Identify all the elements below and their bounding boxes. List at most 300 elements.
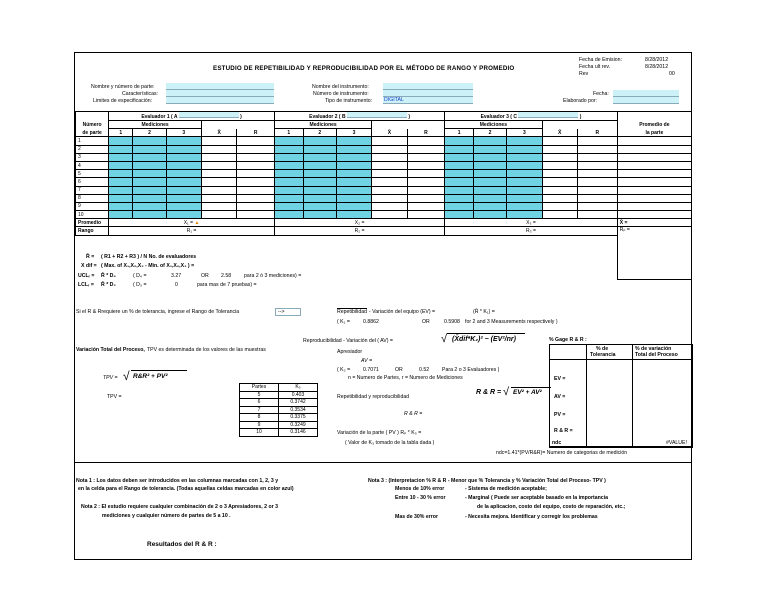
col-1-header: 1 <box>445 129 474 137</box>
r-cell <box>577 170 617 178</box>
xbar-cell <box>542 137 577 145</box>
rr-formula-label: R & R = <box>476 389 502 396</box>
measurement-input[interactable] <box>166 186 201 194</box>
measurement-input[interactable] <box>507 202 542 210</box>
nota2-line1: Nota 2 : El estudio requiere cualquier combinación de 2 o 3 Apresiadores, 2 or 3 <box>81 504 278 510</box>
measurement-input[interactable] <box>274 170 303 178</box>
r-cell <box>407 153 445 161</box>
r-cell <box>407 186 445 194</box>
rr-label: Repetibilidad y reproducibilidad <box>337 394 410 400</box>
tpv-sqrt-icon: √ <box>123 369 130 383</box>
nombre-instrumento-label: Nombre del instrumento: <box>312 84 369 90</box>
nota3-r1b: - Sistema de medición aceptable; <box>465 486 547 492</box>
part-number: 4 <box>76 161 109 169</box>
part-number: 2 <box>76 145 109 153</box>
col-3-header: 3 <box>507 129 542 137</box>
measurement-input[interactable] <box>336 186 371 194</box>
tv-title: Variación Total del Proceso, <box>76 347 145 353</box>
part-average-cell <box>617 202 691 210</box>
fecha-label: Fecha: <box>593 91 609 97</box>
nota3-r2c: de la aplicacion, costo del equipo, costo de reparación, etc.; <box>477 504 626 510</box>
measurement-input[interactable] <box>445 161 474 169</box>
measurement-input[interactable] <box>445 211 474 219</box>
fecha-field[interactable] <box>613 90 679 97</box>
gage-col1-header-b: Tolerancia <box>590 352 616 358</box>
k2-alt: 0.52 <box>419 367 430 373</box>
k3-row <box>240 429 318 437</box>
part-average-cell <box>617 145 691 153</box>
measurement-input[interactable] <box>166 170 201 178</box>
k3-row <box>240 421 318 429</box>
caracteristicas-field[interactable] <box>166 90 274 97</box>
measurement-input[interactable] <box>445 153 474 161</box>
lcl-d3: ( D₃ = <box>133 282 147 288</box>
measurement-input[interactable] <box>109 194 133 202</box>
tolerance-arrow: --> <box>278 309 285 315</box>
ev-formula: (R̄ * K₁) = <box>473 309 495 315</box>
nota1-line1: Nota 1 : Los datos deben ser introducidos en las columnas marcadas con 1, 2, 3 y <box>76 478 279 484</box>
lcl-text: R̄ * D₃ <box>101 282 116 288</box>
measurement-input[interactable] <box>473 137 506 145</box>
xbar-cell <box>542 161 577 169</box>
k3-value: 0.3146 <box>279 429 318 437</box>
part-number: 9 <box>76 202 109 210</box>
measurement-input[interactable] <box>109 178 133 186</box>
ucl-d4-value: 3.27 <box>171 273 182 279</box>
table-row <box>76 170 692 178</box>
k3-row <box>240 406 318 414</box>
col-3-header: 3 <box>166 129 201 137</box>
r-header: R <box>577 129 617 137</box>
measurement-input[interactable] <box>166 194 201 202</box>
measurement-input[interactable] <box>445 186 474 194</box>
k3-partes: 10 <box>240 429 279 437</box>
xbar-cell <box>372 170 407 178</box>
ucl-alt: 2.58 <box>221 273 232 279</box>
measurement-input[interactable] <box>473 194 506 202</box>
measurement-input[interactable] <box>274 153 303 161</box>
measurement-input[interactable] <box>336 137 371 145</box>
xbar-cell <box>542 145 577 153</box>
measurement-input[interactable] <box>274 137 303 145</box>
measurement-input[interactable] <box>507 161 542 169</box>
xdiff-label: X dif = <box>81 263 97 269</box>
measurement-input[interactable] <box>133 186 166 194</box>
xbar-cell <box>372 202 407 210</box>
measurement-input[interactable] <box>336 170 371 178</box>
xbar-cell <box>202 170 237 178</box>
part-number: 10 <box>76 211 109 219</box>
xbar-cell <box>202 194 237 202</box>
part-average-cell <box>617 153 691 161</box>
evaluador1-label: Evaluador 1 ( A <box>141 114 178 120</box>
r-cell <box>237 153 275 161</box>
k3-value: 0.3375 <box>279 414 318 422</box>
measurement-input[interactable] <box>274 161 303 169</box>
rbar-text: ( R1 + R2 + R3 ) / N No. de evaluadores <box>101 254 197 260</box>
measurement-input[interactable] <box>445 137 474 145</box>
limites-field[interactable] <box>166 97 274 104</box>
col-1-header: 1 <box>274 129 303 137</box>
measurement-input[interactable] <box>133 178 166 186</box>
measurement-input[interactable] <box>336 161 371 169</box>
gage-row-av: AV = <box>554 394 566 400</box>
r-cell <box>577 137 617 145</box>
measurement-input[interactable] <box>166 202 201 210</box>
measurement-input[interactable] <box>303 137 336 145</box>
measurement-input[interactable] <box>133 202 166 210</box>
r-cell <box>237 178 275 186</box>
measurement-input[interactable] <box>303 211 336 219</box>
nota3-r1a: Menos de 10% error <box>395 486 445 492</box>
r-cell <box>577 161 617 169</box>
part-number: 3 <box>76 153 109 161</box>
k3-row <box>240 399 318 407</box>
fecha-emision-value: 8/28/2012 <box>645 57 669 63</box>
numero-header: Número <box>76 121 109 129</box>
measurement-input[interactable] <box>166 178 201 186</box>
ev-k1: ( K₁ = <box>337 319 350 325</box>
numero-instrumento-label: Número de instrumento: <box>313 91 369 97</box>
r-cell <box>577 145 617 153</box>
measurement-input[interactable] <box>274 202 303 210</box>
nombre-parte-field[interactable] <box>166 83 274 90</box>
r-cell <box>237 145 275 153</box>
measurement-input[interactable] <box>303 178 336 186</box>
ev-title: Repetibilidad <box>337 309 367 315</box>
warning-icon: ▲ <box>194 219 200 226</box>
measurement-input[interactable] <box>473 186 506 194</box>
gage-table <box>549 344 693 448</box>
xbar-cell <box>542 202 577 210</box>
xdiff-text: ( Max. of X₁,X₂,X₃ - Min. of X₁,X₂,X₃ ) = <box>101 263 195 269</box>
measurement-input[interactable] <box>303 145 336 153</box>
r-cell <box>407 194 445 202</box>
measurement-input[interactable] <box>473 170 506 178</box>
k3-value: 0.3742 <box>279 399 318 407</box>
measurement-input[interactable] <box>445 145 474 153</box>
r-cell <box>237 137 275 145</box>
measurement-input[interactable] <box>336 145 371 153</box>
measurement-input[interactable] <box>303 170 336 178</box>
k3-value: 0.3534 <box>279 406 318 414</box>
pv-label: Variación de la parte ( PV ) Rₚ * K₃ = <box>337 430 422 436</box>
measurement-input[interactable] <box>274 211 303 219</box>
k2-value: 0.7071 <box>363 367 379 373</box>
measurement-input[interactable] <box>507 211 542 219</box>
table-header-row <box>76 129 692 137</box>
k3-row <box>240 414 318 422</box>
table-row <box>76 194 692 202</box>
r-cell <box>237 202 275 210</box>
rev-label: Rev <box>579 71 589 77</box>
measurement-input[interactable] <box>303 153 336 161</box>
rango-row <box>76 227 692 235</box>
measurement-input[interactable] <box>133 145 166 153</box>
elaborado-field[interactable] <box>613 97 679 104</box>
gage-divider <box>549 446 691 447</box>
xbar-cell <box>542 186 577 194</box>
n-note: n = Numero de Partes, r = Numero de Mediciones <box>348 375 463 381</box>
xbar-cell <box>202 211 237 219</box>
limites-label: Limites de especificación: <box>93 98 153 104</box>
part-average-cell <box>617 211 691 219</box>
measurement-input[interactable] <box>445 178 474 186</box>
part-number: 8 <box>76 194 109 202</box>
measurement-input[interactable] <box>274 178 303 186</box>
lcl-d3-value: 0 <box>175 282 178 288</box>
rr-eq: R & R = <box>404 411 423 417</box>
col-2-header: 2 <box>303 129 336 137</box>
measurement-input[interactable] <box>473 211 506 219</box>
gage-col1-header: % de <box>596 346 609 352</box>
measurement-input[interactable] <box>473 161 506 169</box>
header-blank-right <box>617 112 691 121</box>
measurement-input[interactable] <box>274 145 303 153</box>
x1-cell <box>109 219 275 227</box>
measurement-input[interactable] <box>109 161 133 169</box>
measurement-input[interactable] <box>133 161 166 169</box>
k3-header-k3: K₃ <box>279 384 318 392</box>
de-parte-header: de parte <box>76 129 109 137</box>
la-parte-header: la parte <box>617 129 691 137</box>
measurement-input[interactable] <box>109 186 133 194</box>
measurement-input[interactable] <box>336 202 371 210</box>
measurement-input[interactable] <box>507 137 542 145</box>
k2-note: Para 2 o 3 Evaluadores ) <box>442 367 500 373</box>
gage-col2-header-b: Total del Proceso <box>635 352 678 358</box>
measurement-input[interactable] <box>303 194 336 202</box>
ev-alt: 0.5908 <box>444 319 460 325</box>
measurement-input[interactable] <box>133 170 166 178</box>
rbar-label: R̄ = <box>86 254 95 260</box>
fecha-ult-rev-label: Fecha ult rev. <box>579 64 611 70</box>
r-cell <box>407 202 445 210</box>
table-header-row <box>76 121 692 129</box>
k2-or: OR <box>395 367 403 373</box>
promedio-label: Promedio <box>76 219 109 227</box>
measurement-input[interactable] <box>166 145 201 153</box>
measurement-input[interactable] <box>473 153 506 161</box>
measurement-input[interactable] <box>133 211 166 219</box>
nota1-line2: en la celda para el Rango de tolerancia. (Todas aquellas celdas marcadas en color azul) <box>78 486 294 492</box>
measurement-input[interactable] <box>473 178 506 186</box>
tolerance-range-field[interactable] <box>275 308 301 316</box>
part-number: 1 <box>76 137 109 145</box>
xbar-cell <box>542 194 577 202</box>
part-number: 5 <box>76 170 109 178</box>
measurement-input[interactable] <box>133 137 166 145</box>
r-cell <box>577 186 617 194</box>
nota3-r2a: Entre 10 - 30 % error <box>395 495 446 501</box>
r-cell <box>237 161 275 169</box>
gage-row-ev: EV = <box>554 376 566 382</box>
part-average-cell <box>617 137 691 145</box>
tipo-instrumento-value: DIGITAL <box>384 97 404 103</box>
measurement-input[interactable] <box>507 194 542 202</box>
page-title: ESTUDIO DE REPETIBILIDAD Y REPRODUCIBILIDAD POR EL MÉTODO DE RANGO Y PROMEDIO <box>213 65 515 72</box>
table-header-row <box>76 112 692 121</box>
k3-partes: 8 <box>240 414 279 422</box>
xbar-cell <box>202 145 237 153</box>
measurement-input[interactable] <box>507 178 542 186</box>
xbar-cell <box>372 153 407 161</box>
mediciones-header: Mediciones <box>274 121 371 129</box>
evaluador3-label: Evaluador 3 ( C <box>480 114 517 120</box>
measurement-input[interactable] <box>303 202 336 210</box>
ndc-value-error: #VALUE! <box>666 440 687 446</box>
measurement-input[interactable] <box>166 137 201 145</box>
nombre-parte-label: Nombre y número de parte: <box>91 84 155 90</box>
xbar-header: X̄ <box>542 129 577 137</box>
tpv-formula-label: TPV = <box>103 375 118 381</box>
k2: ( K₂ = <box>337 367 351 373</box>
xbar-cell <box>202 153 237 161</box>
form-page <box>74 52 692 560</box>
measurement-input[interactable] <box>109 153 133 161</box>
measurement-input[interactable] <box>274 194 303 202</box>
evaluador2-label: Evaluador 2 ( B <box>309 114 346 120</box>
measurement-input[interactable] <box>109 137 133 145</box>
measurement-input[interactable] <box>274 186 303 194</box>
measurement-input[interactable] <box>109 170 133 178</box>
measurement-input[interactable] <box>303 161 336 169</box>
measurement-input[interactable] <box>507 170 542 178</box>
evaluador2-header <box>274 112 444 121</box>
x2-cell: X₂ = <box>274 219 444 227</box>
r-cell <box>577 211 617 219</box>
xbar-cell <box>372 186 407 194</box>
measurement-input[interactable] <box>303 186 336 194</box>
nota3-r2b: - Marginal ( Puede ser aceptable basado en la importancia <box>465 495 608 501</box>
xx-cell: X̄ = <box>617 219 691 227</box>
rev-value: 00 <box>669 71 675 77</box>
measurement-input[interactable] <box>336 211 371 219</box>
ucl-label: UCLᵣ = <box>78 273 95 279</box>
ev-k1-value: 0.8862 <box>363 319 379 325</box>
xbar-cell <box>542 170 577 178</box>
nota3-title: Nota 3 : (Interpretacion % R & R - Menor que % Tolerancia y % Variación Total del Proceso- TPV ) <box>368 478 606 484</box>
table-row <box>76 211 692 219</box>
gage-title: % Gage R & R : <box>549 337 587 343</box>
header-blank <box>372 121 445 129</box>
k3-partes: 7 <box>240 406 279 414</box>
measurement-input[interactable] <box>507 145 542 153</box>
mediciones-header: Mediciones <box>109 121 202 129</box>
pv-note: ( Valor de K₃ tomado de la tabla dada ) <box>345 440 435 446</box>
evaluador1-header <box>109 112 275 121</box>
k3-partes: 6 <box>240 399 279 407</box>
mediciones-header: Mediciones <box>445 121 542 129</box>
measurement-input[interactable] <box>166 153 201 161</box>
measurement-input[interactable] <box>507 186 542 194</box>
r2-cell: R₂ = <box>274 227 444 235</box>
measurement-input[interactable] <box>336 153 371 161</box>
table-row <box>76 186 692 194</box>
header-blank <box>202 121 275 129</box>
rp-area <box>617 235 691 280</box>
gage-col2-header: % de variación <box>635 346 672 352</box>
measurement-input[interactable] <box>109 145 133 153</box>
nota2-line2: mediciones y cualquier número de partes de 5 a 10 . <box>102 513 231 519</box>
measurement-input[interactable] <box>336 178 371 186</box>
notes-divider <box>75 462 692 463</box>
rango-label: Rango <box>76 227 109 235</box>
measurement-input[interactable] <box>445 170 474 178</box>
nombre-instrumento-field[interactable] <box>383 83 473 90</box>
av-formula-body: (X̄dif*K₂)² − (EV²/nr) <box>452 336 516 343</box>
r-cell <box>237 170 275 178</box>
measurement-input[interactable] <box>445 202 474 210</box>
header-blank <box>76 112 109 121</box>
k3-partes: 5 <box>240 391 279 399</box>
r-header: R <box>237 129 275 137</box>
measurement-input[interactable] <box>166 161 201 169</box>
measurement-input[interactable] <box>445 194 474 202</box>
xbar-header: X̄ <box>202 129 237 137</box>
table-row <box>76 137 692 145</box>
k3-value: 0.3249 <box>279 421 318 429</box>
xbar-cell <box>372 211 407 219</box>
tipo-instrumento-field[interactable] <box>383 97 473 104</box>
xbar-cell <box>372 137 407 145</box>
r1-cell: R₁ = <box>109 227 275 235</box>
table-row <box>76 202 692 210</box>
k3-table <box>239 383 318 437</box>
x1-label: X₁ = <box>183 219 194 226</box>
measurement-input[interactable] <box>166 211 201 219</box>
measurement-input[interactable] <box>133 153 166 161</box>
measurement-input[interactable] <box>109 211 133 219</box>
r-cell <box>407 161 445 169</box>
tpv-formula-radical <box>131 370 187 371</box>
xbar-cell <box>542 153 577 161</box>
xbar-cell <box>202 161 237 169</box>
paren: ) <box>579 114 582 120</box>
xbar-cell <box>372 194 407 202</box>
r-cell <box>577 194 617 202</box>
xbar-cell <box>542 178 577 186</box>
col-2-header: 2 <box>473 129 506 137</box>
x3-cell: X₃ = <box>445 219 618 227</box>
col-2-header: 2 <box>133 129 166 137</box>
table-row <box>76 153 692 161</box>
elaborado-label: Elaborado por: <box>563 98 598 104</box>
table-row <box>76 161 692 169</box>
part-average-cell <box>617 170 691 178</box>
r-cell <box>577 153 617 161</box>
k3-row <box>240 391 318 399</box>
tipo-instrumento-label: Tipo de instrumento: <box>325 98 373 104</box>
measurement-input[interactable] <box>507 153 542 161</box>
rr-formula-body: EV² + AV² <box>513 389 542 396</box>
part-number: 6 <box>76 178 109 186</box>
av-formula-radical <box>447 333 525 334</box>
measurement-input[interactable] <box>133 194 166 202</box>
tpv-eq: TPV = <box>107 394 122 400</box>
measurement-input[interactable] <box>473 145 506 153</box>
measurement-input[interactable] <box>109 202 133 210</box>
numero-instrumento-field[interactable] <box>383 90 473 97</box>
tolerance-note: Si el R & Rrequiere un % de tolerancia, ingrese el Rango de Tolerancia <box>76 309 240 315</box>
r-cell <box>237 194 275 202</box>
k3-value: 0.403 <box>279 391 318 399</box>
r-cell <box>577 178 617 186</box>
gage-row-pv: PV = <box>554 412 566 418</box>
measurement-input[interactable] <box>336 194 371 202</box>
xbar-header: X̄ <box>372 129 407 137</box>
measurement-input[interactable] <box>473 202 506 210</box>
